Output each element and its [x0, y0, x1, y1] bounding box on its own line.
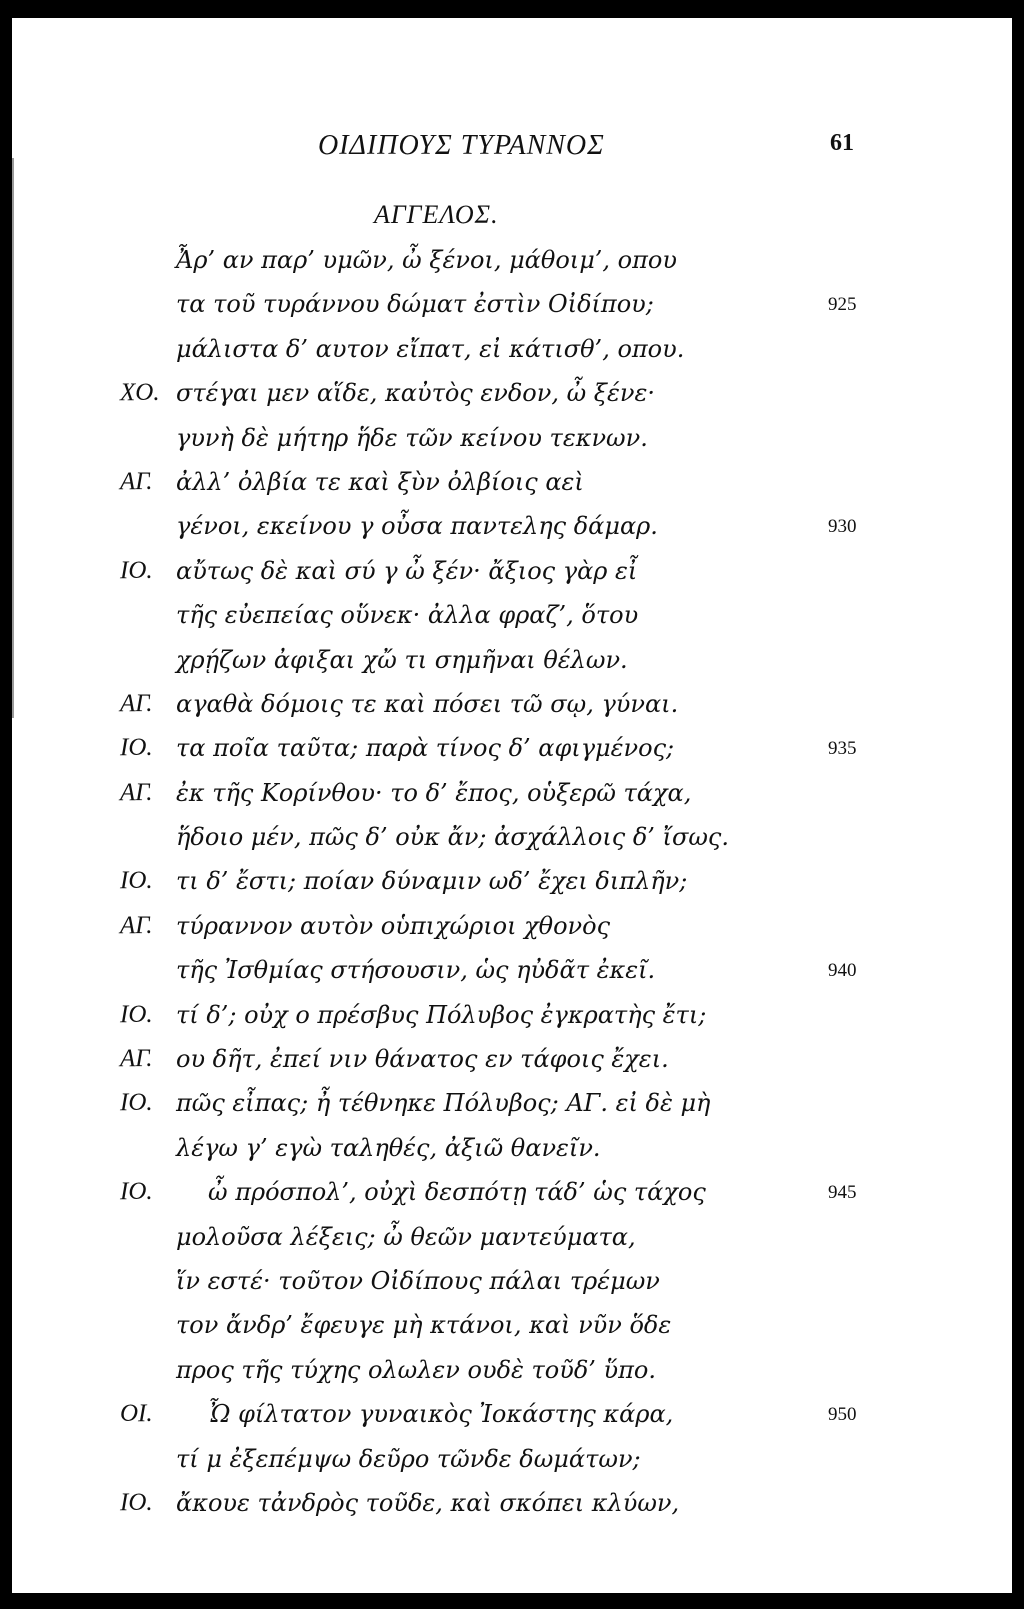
verse-line — [12, 1172, 1012, 1216]
verse-text: αγαθὰ δόμοις τε καὶ πόσει τῶ σῳ, γύναι. — [176, 689, 679, 718]
verse-text: τῆς Ἰσθμίας στήσουσιν, ὡς ηὐδᾶτ ἐκεῖ. — [176, 956, 656, 985]
verse-line — [12, 329, 1012, 373]
verse-line — [12, 595, 1012, 639]
verse-text: τῆς εὐεπείας οὕνεκ· ἀλλα φραζ’, ὅτου — [176, 601, 639, 630]
verse-line — [12, 1483, 1012, 1527]
verse-line — [12, 1128, 1012, 1172]
verse-line — [12, 1439, 1012, 1483]
book-page — [12, 18, 1012, 1593]
speaker-label: ΑΓ. — [120, 467, 153, 495]
verse-text: ἥδοιο μέν, πῶς δ’ οὐκ ἄν; ἀσχάλλοις δ’ ἴσως. — [176, 823, 729, 852]
line-number: 950 — [828, 1404, 857, 1426]
speaker-label: ΑΓ. — [120, 911, 153, 939]
section-heading: ΑΓΓΕΛΟΣ. — [374, 200, 499, 229]
verse-text: Ἆρ’ αν παρ’ υμῶν, ὦ ξένοι, μάθοιμ’, οπου — [176, 246, 677, 274]
verse-text: τι δ’ ἔστι; ποίαν δύναμιν ωδ’ ἔχει διπλῆν; — [176, 867, 688, 896]
verse-line — [12, 861, 1012, 905]
verse-line — [12, 728, 1012, 772]
verse-text: αὔτως δὲ καὶ σύ γ ὦ ξέν· ἄξιος γὰρ εἶ — [176, 556, 638, 585]
verse-line — [12, 373, 1012, 417]
verse-text: τον ἄνδρ’ ἔφευγε μὴ κτάνοι, καὶ νῦν ὅδε — [176, 1311, 672, 1340]
verse-line — [12, 995, 1012, 1039]
verse-text: λέγω γ’ εγὼ ταληθές, ἀξιῶ θανεῖν. — [176, 1133, 601, 1162]
verse-text: χρῄζων ἀφιξαι χὤ τι σημῆναι θέλων. — [176, 645, 628, 674]
speaker-label: ΑΓ. — [120, 689, 153, 717]
verse-line — [12, 1350, 1012, 1394]
speaker-label: ΙΟ. — [120, 1089, 153, 1117]
speaker-label: ΑΓ. — [120, 1045, 153, 1073]
verse-line — [12, 906, 1012, 950]
speaker-label: ΙΟ. — [120, 734, 153, 762]
running-head: ΟΙΔΙΠΟΥΣ ΤΥΡΑΝΝΟΣ — [318, 130, 605, 161]
verse-text: ου δῆτ, ἐπεί νιν θάνατος εν τάφοις ἔχει. — [176, 1045, 669, 1074]
verse-line — [12, 1083, 1012, 1127]
verse-text: προς τῆς τύχης ολωλεν ουδὲ τοῦδ’ ὕπο. — [176, 1355, 656, 1384]
line-number: 935 — [828, 738, 857, 760]
verse-text: τί δ’; οὐχ ο πρέσβυς Πόλυβος ἐγκρατὴς ἔτι; — [176, 1000, 707, 1029]
speaker-label: ΙΟ. — [120, 867, 153, 895]
speaker-label: ΧΟ. — [120, 379, 160, 407]
verse-line — [12, 817, 1012, 861]
verse-line — [12, 1217, 1012, 1261]
speaker-label: ΙΟ. — [120, 1178, 153, 1206]
verse-text: πῶς εἶπας; ἦ τέθνηκε Πόλυβος; ΑΓ. εἰ δὲ μὴ — [176, 1089, 711, 1118]
verse-text: τα ποῖα ταῦτα; παρὰ τίνος δ’ αφιγμένος; — [176, 734, 675, 763]
verse-line — [12, 773, 1012, 817]
speaker-label: ΙΟ. — [120, 556, 153, 584]
verse-text: μολοῦσα λέξεις; ὦ θεῶν μαντεύματα, — [176, 1222, 636, 1251]
verse-text: ἄκουε τἀνδρὸς τοῦδε, καὶ σκόπει κλύων, — [176, 1488, 680, 1517]
verse-line — [12, 950, 1012, 994]
verse-line — [12, 418, 1012, 462]
verse-text: γυνὴ δὲ μήτηρ ἥδε τῶν κείνου τεκνων. — [176, 423, 648, 452]
verse-line — [12, 240, 1012, 284]
verse-text: μάλιστα δ’ αυτον εἴπατ, εἰ κάτισθ’, οπου. — [176, 334, 685, 363]
speaker-label: ΑΓ. — [120, 778, 153, 806]
verse-text: Ὦ φίλτατον γυναικὸς Ἰοκάστης κάρα, — [208, 1400, 674, 1429]
verse-text: τύραννον αυτὸν οὑπιχώριοι χθονὸς — [176, 911, 611, 940]
verse-text: τί μ ἐξεπέμψω δεῦρο τῶνδε δωμάτων; — [176, 1444, 641, 1473]
speaker-label: ΟΙ. — [120, 1400, 153, 1428]
speaker-label: ΙΟ. — [120, 1488, 153, 1516]
verse-line — [12, 506, 1012, 550]
page-number: 61 — [830, 130, 854, 156]
verse-line — [12, 1394, 1012, 1438]
verse-text: τα τοῦ τυράννου δώματ ἐστὶν Οἰδίπου; — [176, 290, 654, 319]
verse-text: γένοι, εκείνου γ οὖσα παντελης δάμαρ. — [176, 512, 658, 541]
verse-line — [12, 551, 1012, 595]
verse-list — [12, 240, 1012, 1527]
verse-line — [12, 1305, 1012, 1349]
verse-line — [12, 284, 1012, 328]
verse-text: ἀλλ’ ὀλβία τε καὶ ξὺν ὀλβίοις αεὶ — [176, 467, 584, 496]
line-number: 925 — [828, 294, 857, 316]
verse-line — [12, 462, 1012, 506]
verse-line — [12, 1039, 1012, 1083]
verse-text: ὦ πρόσπολ’, οὐχὶ δεσπότῃ τάδ’ ὡς τάχος — [208, 1178, 706, 1207]
verse-line — [12, 1261, 1012, 1305]
line-number: 945 — [828, 1182, 857, 1204]
verse-line — [12, 640, 1012, 684]
verse-text: ἵν εστέ· τοῦτον Οἰδίπους πάλαι τρέμων — [176, 1266, 660, 1295]
line-number: 930 — [828, 516, 857, 538]
verse-line — [12, 684, 1012, 728]
line-number: 940 — [828, 960, 857, 982]
verse-text: ἐκ τῆς Κορίνθου· το δ’ ἔπος, οὑξερῶ τάχα, — [176, 778, 692, 807]
verse-text: στέγαι μεν αἵδε, καὐτὸς ενδον, ὦ ξένε· — [176, 379, 655, 408]
speaker-label: ΙΟ. — [120, 1000, 153, 1028]
